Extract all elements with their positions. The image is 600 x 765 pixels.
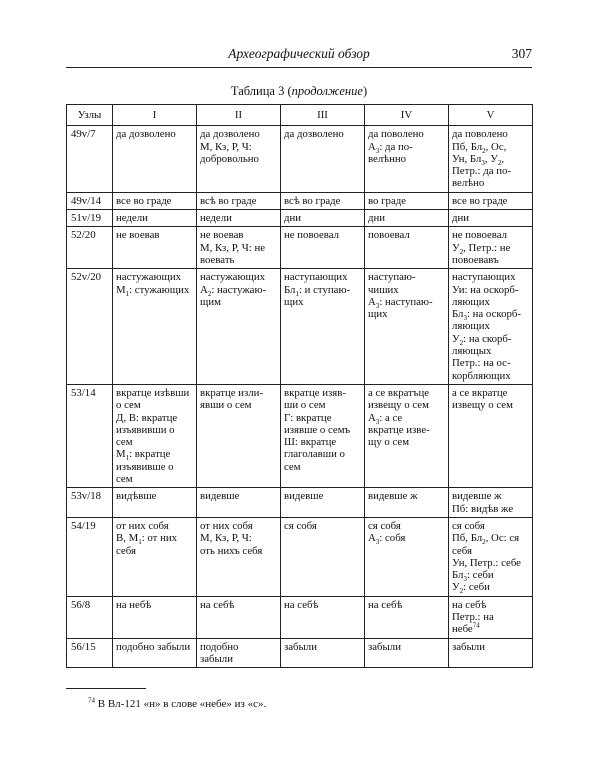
cell-line: забыли	[284, 640, 317, 653]
node-cell: 49v/14	[67, 192, 113, 209]
cell-line: ся собя	[368, 519, 401, 532]
cell-line: М, Кз, Р, Ч:	[200, 532, 252, 545]
cell-line: велѣно	[452, 177, 485, 190]
footnote	[88, 698, 266, 710]
cell-line: повоевавъ	[452, 253, 499, 266]
cell-line: М, Кз, Р, Ч: не	[200, 241, 266, 254]
node-cell: 54/19	[67, 517, 113, 596]
table-cell	[113, 210, 197, 227]
table-cell	[197, 227, 281, 269]
cell-line: Пб: видѣв же	[452, 502, 514, 515]
table-cell	[281, 517, 365, 596]
table-cell	[281, 488, 365, 518]
cell-line: вкратце изяв-	[284, 386, 346, 399]
cell-line: $А_3$: наступаю-	[368, 295, 433, 311]
table-cell	[449, 227, 533, 269]
table-cell	[449, 517, 533, 596]
cell-line: Г: вкратце	[284, 411, 332, 424]
table-cell	[281, 269, 365, 385]
cell-line: $У_2$: на скорб-	[452, 332, 512, 347]
table-cell	[197, 596, 281, 638]
cell-line: Ш: вкратце	[284, 436, 337, 449]
table-cell	[365, 488, 449, 518]
cell-line: В, $М_1$: от них	[116, 532, 178, 547]
caption-prefix: Таблица 3 (	[230, 84, 292, 98]
table-body	[67, 126, 533, 668]
node-cell: 51v/19	[67, 210, 113, 227]
cell-line: $Бл_3$: на оскорб-	[452, 308, 521, 323]
table-cell	[449, 488, 533, 518]
comparison-table	[66, 104, 533, 668]
cell-line: ляющих	[452, 320, 490, 333]
table-cell	[449, 384, 533, 487]
table-cell	[113, 384, 197, 487]
cell-line: на себѣ	[452, 598, 487, 611]
table-cell	[281, 126, 365, 192]
cell-line: $Бл_3$: себи	[452, 569, 494, 584]
table-cell	[113, 126, 197, 192]
cell-line: $А_3$: собя	[368, 532, 406, 547]
table-cell	[197, 384, 281, 487]
cell-line: дни	[368, 212, 386, 225]
column-header-iii: III	[281, 105, 365, 126]
table-row	[67, 596, 533, 638]
table-cell	[365, 596, 449, 638]
table-row	[67, 488, 533, 518]
column-header-i: I	[113, 105, 197, 126]
cell-line: от них собя	[200, 519, 253, 532]
cell-line: $Бл_1$: и ступаю-	[284, 283, 351, 298]
table-cell	[281, 192, 365, 209]
column-header-ii: II	[197, 105, 281, 126]
cell-line: видевше ж	[452, 490, 502, 503]
cell-line: подобно забыли	[116, 640, 191, 653]
table-cell	[281, 227, 365, 269]
cell-line: всѣ во граде	[200, 194, 257, 207]
cell-line: $У_2$, Петр.: не	[452, 241, 511, 256]
cell-line: щим	[200, 295, 221, 308]
cell-line: на себѣ	[368, 598, 403, 611]
cell-line: $А_2$: настужаю-	[200, 283, 267, 298]
cell-line: не повоевал	[452, 229, 508, 242]
cell-line: не воевав	[116, 229, 160, 242]
cell-line: Петр.: на	[452, 610, 494, 623]
caption-italic: продолжение	[291, 84, 363, 98]
cell-line: вкратце изѣвши	[116, 386, 190, 399]
table-row	[67, 269, 533, 385]
cell-line: повоевал	[368, 229, 410, 242]
cell-line: велѣнно	[368, 152, 407, 165]
cell-line: не воевав	[200, 229, 244, 242]
cell-line: да дозволено	[284, 128, 344, 141]
table-cell	[365, 269, 449, 385]
table-cell	[197, 517, 281, 596]
caption-suffix: )	[362, 84, 368, 98]
footnote-rule	[66, 688, 146, 689]
node-cell: 49v/7	[67, 126, 113, 192]
table-header-row	[67, 105, 533, 126]
table-cell	[365, 384, 449, 487]
cell-line: от них собя	[116, 519, 169, 532]
node-cell: 56/8	[67, 596, 113, 638]
table-row	[67, 517, 533, 596]
cell-line: на небѣ	[116, 598, 152, 611]
cell-line: о сем	[116, 399, 141, 412]
table-row	[67, 210, 533, 227]
node-cell: 52v/20	[67, 269, 113, 385]
cell-line: себя	[116, 544, 136, 557]
column-header-v: V	[449, 105, 533, 126]
cell-line: все во граде	[116, 194, 172, 207]
cell-line: наступающих	[284, 271, 348, 284]
cell-line: на себѣ	[200, 598, 235, 611]
column-header-nodes: Узлы	[67, 105, 113, 126]
table-cell	[365, 192, 449, 209]
cell-line: забыли	[368, 640, 401, 653]
cell-line: щу о сем	[368, 436, 410, 449]
cell-line: да дозволено	[116, 128, 176, 141]
running-head-title: Археографический обзор	[228, 46, 370, 61]
table-cell	[365, 517, 449, 596]
cell-line: да дозволено	[200, 128, 260, 141]
cell-line: явши о сем	[200, 399, 252, 412]
cell-line: недели	[200, 212, 232, 225]
cell-line: Уи: на оскорб-	[452, 283, 519, 296]
cell-line: ши о сем	[284, 399, 326, 412]
node-cell: 52/20	[67, 227, 113, 269]
table-cell	[197, 638, 281, 668]
table-cell	[365, 638, 449, 668]
cell-line: сем	[284, 460, 301, 473]
cell-line: $У_2$: себи	[452, 581, 490, 596]
table-row	[67, 638, 533, 668]
cell-line: на себѣ	[284, 598, 319, 611]
cell-line: настужающих	[116, 271, 182, 284]
cell-line: Петр.: да по-	[452, 165, 511, 178]
table-cell	[197, 269, 281, 385]
cell-line: наступающих	[452, 271, 516, 284]
cell-line: Ун, $Бл_3$, $У_2$,	[452, 152, 505, 168]
cell-line: корбляющих	[452, 369, 511, 382]
footnote-text: В Вл-121 «н» в слове «небе» из «с».	[95, 698, 267, 710]
cell-line: ляющых	[452, 345, 492, 358]
table-cell	[113, 227, 197, 269]
cell-line: себя	[452, 544, 472, 557]
table-cell	[113, 269, 197, 385]
cell-line: ся собя	[452, 519, 485, 532]
cell-line: глаголавши о	[284, 448, 345, 461]
cell-line: Д, В: вкратце	[116, 411, 178, 424]
table-cell	[113, 488, 197, 518]
cell-line: во граде	[368, 194, 407, 207]
table-cell	[197, 192, 281, 209]
cell-line: забыли	[200, 652, 233, 665]
table-cell	[365, 210, 449, 227]
table-row	[67, 227, 533, 269]
cell-line: ся собя	[284, 519, 317, 532]
page-number: 307	[511, 46, 532, 61]
cell-line: вкратце изли-	[200, 386, 264, 399]
cell-line: всѣ во граде	[284, 194, 341, 207]
cell-line: не повоевал	[284, 229, 340, 242]
header-rule	[66, 67, 532, 68]
cell-line: а се вкратъце	[368, 386, 430, 399]
table-cell	[449, 126, 533, 192]
table-cell	[449, 210, 533, 227]
cell-line: ляющих	[452, 295, 490, 308]
table-caption	[66, 84, 532, 99]
cell-line: небе$^{74}$	[452, 621, 480, 636]
cell-line: $А_3$: да по-	[368, 140, 413, 155]
table-cell	[281, 638, 365, 668]
cell-line: изъявивши о	[116, 423, 175, 436]
cell-line: добровольно	[200, 152, 259, 165]
node-cell: 56/15	[67, 638, 113, 668]
footnote-number: 74	[88, 696, 95, 705]
table-cell	[449, 638, 533, 668]
cell-line: чиших	[368, 283, 399, 296]
table-cell	[449, 596, 533, 638]
cell-line: щих	[368, 308, 388, 321]
cell-line: щих	[284, 295, 304, 308]
cell-line: сем	[116, 473, 133, 486]
cell-line: Пб, $Бл_2$, Ос,	[452, 140, 507, 155]
cell-line: сем	[116, 436, 133, 449]
cell-line: Петр.: на ос-	[452, 357, 511, 370]
table-cell	[197, 488, 281, 518]
cell-line: подобно	[200, 640, 239, 653]
table-cell	[449, 269, 533, 385]
table-cell	[449, 192, 533, 209]
cell-line: дни	[452, 212, 470, 225]
table-row	[67, 384, 533, 487]
cell-line: все во граде	[452, 194, 508, 207]
table-cell	[281, 596, 365, 638]
cell-line: $А_3$: а се	[368, 411, 403, 426]
node-cell: 53/14	[67, 384, 113, 487]
cell-line: извещу о сем	[452, 399, 513, 412]
cell-line: наступаю-	[368, 271, 416, 284]
cell-line: а се вкратце	[452, 386, 508, 399]
cell-line: вкратце изве-	[368, 423, 430, 436]
cell-line: видевше	[284, 490, 324, 503]
table-row	[67, 192, 533, 209]
table-cell	[113, 192, 197, 209]
cell-line: видѣвше	[116, 490, 157, 503]
cell-line: извещу о сем	[368, 399, 429, 412]
cell-line: забыли	[452, 640, 485, 653]
table-cell	[113, 638, 197, 668]
cell-line: Пб, $Бл_2$, Ос: ся	[452, 532, 520, 547]
table-cell	[113, 596, 197, 638]
table-cell	[197, 126, 281, 192]
cell-line: да поволено	[452, 128, 508, 141]
cell-line: оть нихъ себя	[200, 544, 263, 557]
table-cell	[113, 517, 197, 596]
table-cell	[197, 210, 281, 227]
column-header-iv: IV	[365, 105, 449, 126]
cell-line: настужающих	[200, 271, 266, 284]
cell-line: М, Кз, Р, Ч:	[200, 140, 252, 153]
table-cell	[281, 384, 365, 487]
cell-line: дни	[284, 212, 302, 225]
cell-line: изъявивше о	[116, 460, 174, 473]
cell-line: видевше ж	[368, 490, 418, 503]
cell-line: видевше	[200, 490, 240, 503]
table-cell	[281, 210, 365, 227]
cell-line: воевать	[200, 253, 235, 266]
cell-line: $М_1$: вкратце	[116, 448, 171, 463]
cell-line: изявше о семъ	[284, 423, 351, 436]
cell-line: Ун, Петр.: себе	[452, 556, 521, 569]
running-head	[66, 46, 532, 66]
table-cell	[365, 227, 449, 269]
node-cell: 53v/18	[67, 488, 113, 518]
cell-line: $М_1$: стужающих	[116, 283, 190, 298]
table-cell	[365, 126, 449, 192]
cell-line: да поволено	[368, 128, 424, 141]
cell-line: недели	[116, 212, 148, 225]
table-row	[67, 126, 533, 192]
